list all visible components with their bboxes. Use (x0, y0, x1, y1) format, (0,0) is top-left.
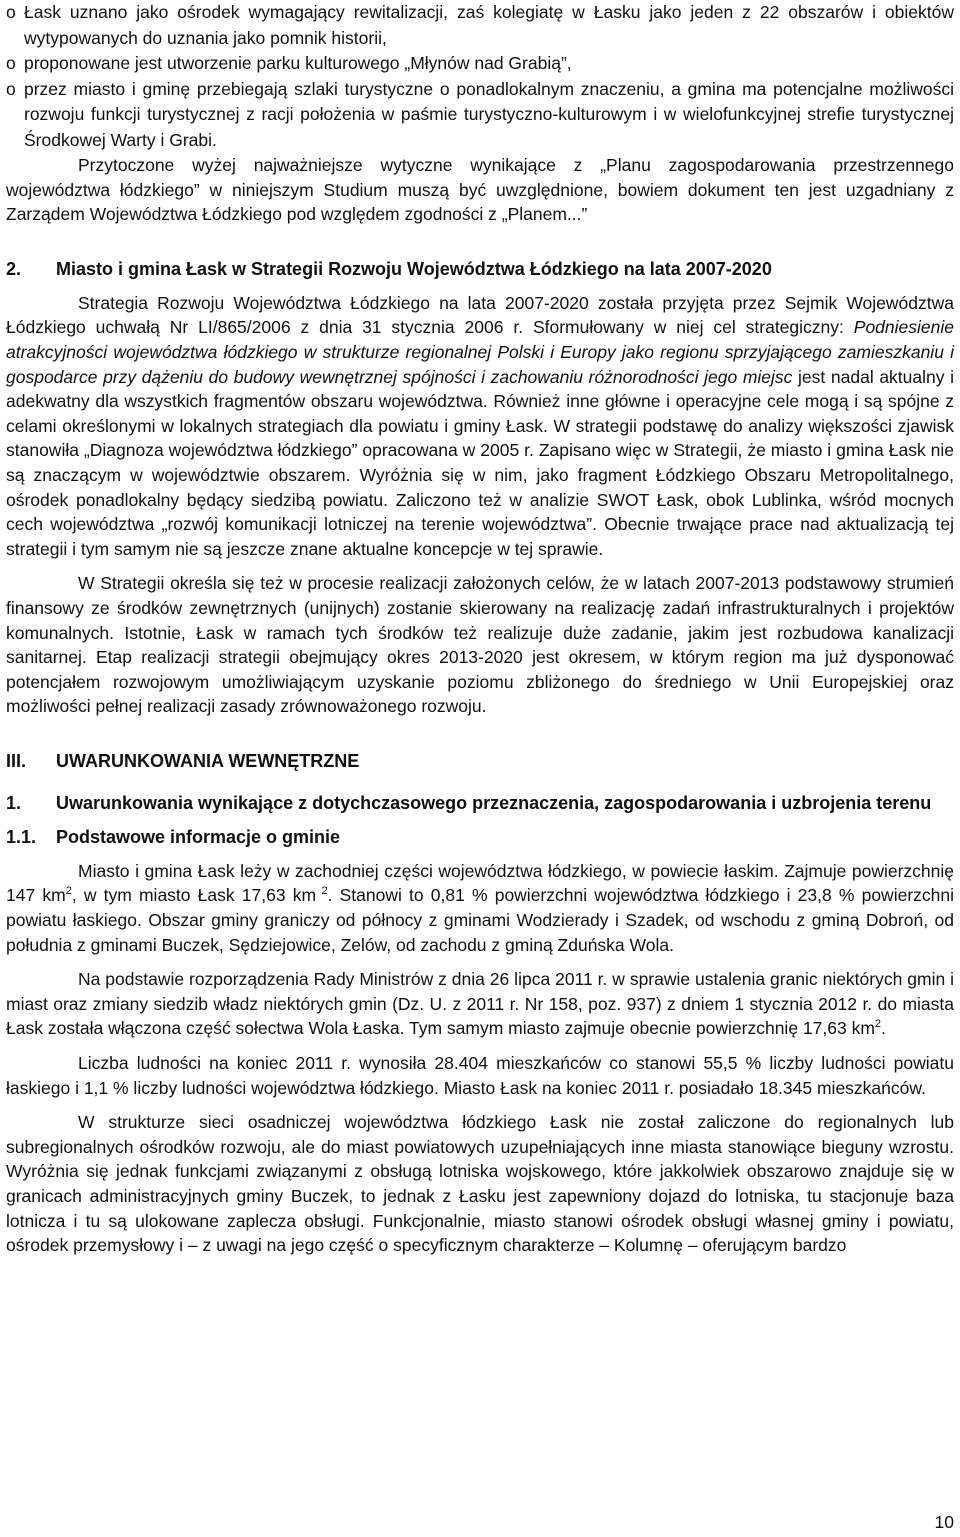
section-title: Miasto i gmina Łask w Strategii Rozwoju Województwa Łódzkiego na lata 2007-2020 (56, 258, 772, 279)
superscript: 2 (65, 885, 72, 898)
text-run: . Stanowi to 0,81 % powierzchni województwa łódzkiego i 23,8 % powierzchni powiatu łaskiego. Obszar gminy graniczy od północy z gminami Wodzierady i Szadek, od wschodu z gminą Dobroń, od południa z gminami Buczek, Sędziejowice, Zelów, od zachodu z gminą Zduńska Wola. (6, 885, 954, 955)
text-run: Strategia Rozwoju Województwa Łódzkiego na lata 2007-2020 została przyjęta przez Sejmik Województwa Łódzkiego uchwałą Nr LI/865/2006 z dnia 31 stycznia 2006 r. Sformułowany w niej cel strategiczny: (6, 292, 954, 338)
paragraph: W strukturze sieci osadniczej województwa łódzkiego Łask nie został zaliczone do regionalnych lub subregionalnych ośrodków rozwoju, ale do miast powiatowych uzupełniających inne miasta stanowiące bieguny wzrostu. Wyróżnia się jednak funkcjami związanymi z obsługą lotniska wojskowego, które jakkolwiek obszarowo znajduje się w granicach administracyjnych gminy Buczek, to jednak z Łasku jest zapewniony dojazd do lotniska, tu stacjonuje baza lotnicza i tu są ulokowane zaplecza obsługi. Funkcjonalnie, miasto stanowi ośrodek obsługi własnej gminy i powiatu, ośrodek przemysłowy i – z uwagi na jego część o specyficznym charakterze – Kolumnę – oferującym bardzo (6, 1112, 954, 1256)
section-1-heading (6, 791, 954, 815)
text-run: Miasto i gmina Łask leży w zachodniej części województwa łódzkiego, w powiecie łaskim. Zajmuje powierzchnię 147 km (6, 860, 954, 906)
chapter-number: III. (6, 750, 27, 771)
text-run: jest nadal aktualny i adekwatny dla wszystkich fragmentów obszaru województwa. Również inne główne i operacyjne cele mogą i są spójne z celami określonymi w lokalnych strategiach dla powiatu i gminy Łask. W strategii podstawę do analizy większości zjawisk stanowiła „Diagnoza województwa łódzkiego” opracowana w 2005 r. Zapisano więc w Strategii, że miasto i gmina Łask nie są znaczącym w województwie obszarem. Wyróżnia się w nim, jako fragment Łódzkiego Obszaru Metropolitalnego, ośrodek ponadlokalny będący siedzibą powiatu. Zaliczono też w analizie SWOT Łask, obok Lublinka, wśród mocnych cech województwa „rozwój komunikacji lotniczej na terenie województwa”. Obecnie trwające prace nad aktualizacją tej strategii i tym samym nie są jeszcze znane aktualne koncepcje w tej sprawie. (6, 366, 954, 559)
superscript: 2 (316, 885, 328, 898)
paragraph: W Strategii określa się też w procesie realizacji założonych celów, że w latach 2007-2013 podstawowy strumień finansowy ze środków zewnętrznych (unijnych) zostanie skierowany na realizację zadań infrastrukturalnych i projektów komunalnych. Istotnie, Łask w ramach tych środków też realizuje duże zadanie, jakim jest rozbudowa kanalizacji sanitarnej. Etap realizacji strategii obejmujący okres 2013-2020 jest okresem, w którym region ma już dysponować potencjałem rozwojowym umożliwiającym uzyskanie poziomu zbliżonego do średniego w Unii Europejskiej oraz możliwości pełnej realizacji zasady zrównoważonego rozwoju. (6, 573, 954, 717)
bullet-marker: o (6, 53, 16, 73)
list-item-text: przez miasto i gminę przebiegają szlaki turystyczne o ponadlokalnym znaczeniu, a gmina ma potencjalne możliwości rozwoju funkcji turystycznej z racji położenia w paśmie turystyczno-kulturowym i w wielofunkcyjnej strefie turystycznej Środkowej Warty i Grabi. (24, 78, 954, 150)
paragraph-quote: Przytoczone wyżej najważniejsze wytyczne wynikające z „Planu zagospodarowania przestrzennego województwa łódzkiego” w niniejszym Studium muszą być uwzględnione, bowiem dokument ten jest uzgadniany z Zarządem Województwa Łódzkiego pod względem zgodności z „Planem...” (6, 155, 954, 225)
bullet-marker: o (6, 2, 16, 22)
text-run: Na podstawie rozporządzenia Rady Ministrów z dnia 26 lipca 2011 r. w sprawie ustalenia granic niektórych gmin i miast oraz zmiany siedzib władz niektórych gmin (Dz. U. z 2011 r. Nr 158, poz. 937) z dniem 1 stycznia 2012 r. do miasta Łask została włączona część sołectwa Wola Łaska. Tym samym miasto zajmuje obecnie powierzchnię 17,63 km (6, 969, 954, 1039)
document-page (6, 0, 954, 1258)
bullet-list (6, 0, 954, 153)
list-item (6, 51, 954, 77)
page-number: 10 (934, 1512, 954, 1532)
paragraph (6, 859, 954, 957)
text-run: . (881, 1018, 886, 1039)
chapter-title: UWARUNKOWANIA WEWNĘTRZNE (56, 750, 360, 771)
chapter-3-heading (6, 749, 954, 773)
list-item-text: Łask uznano jako ośrodek wymagający rewitalizacji, zaś kolegiatę w Łasku jako jeden z 22 obszarów i obiektów wytypowanych do uznania jako pomnik historii, (24, 2, 954, 48)
paragraph (6, 967, 954, 1041)
strategic-goal-quote: Podniesienie atrakcyjności województwa łódzkiego w strukturze regionalnej Polski i Europy jako regionu sprzyjającego zamieszkaniu i gospodarce przy dążeniu do budowy wewnętrznej spójności i zachowaniu różnorodności jego miejsc (6, 317, 954, 387)
section-number: 2. (6, 258, 22, 279)
section-number: 1. (6, 792, 22, 813)
section-2-heading (6, 257, 954, 281)
list-item (6, 77, 954, 154)
list-item (6, 0, 954, 51)
section-number: 1.1. (6, 826, 37, 847)
paragraph: Liczba ludności na koniec 2011 r. wynosiła 28.404 mieszkańców co stanowi 55,5 % liczby ludności powiatu łaskiego i 1,1 % liczby ludności województwa łódzkiego. Miasto Łask na koniec 2011 r. posiadało 18.345 mieszkańców. (6, 1053, 954, 1098)
section-title: Podstawowe informacje o gminie (56, 826, 341, 847)
text-run: , w tym miasto Łask 17,63 km (71, 885, 317, 906)
section-1-1-heading (6, 825, 954, 849)
paragraph (6, 291, 954, 562)
list-item-text: proponowane jest utworzenie parku kulturowego „Młynów nad Grabią”, (24, 53, 572, 73)
superscript: 2 (874, 1018, 882, 1031)
bullet-marker: o (6, 78, 16, 99)
section-title: Uwarunkowania wynikające z dotychczasowego przeznaczenia, zagospodarowania i uzbrojenia terenu (56, 792, 932, 813)
